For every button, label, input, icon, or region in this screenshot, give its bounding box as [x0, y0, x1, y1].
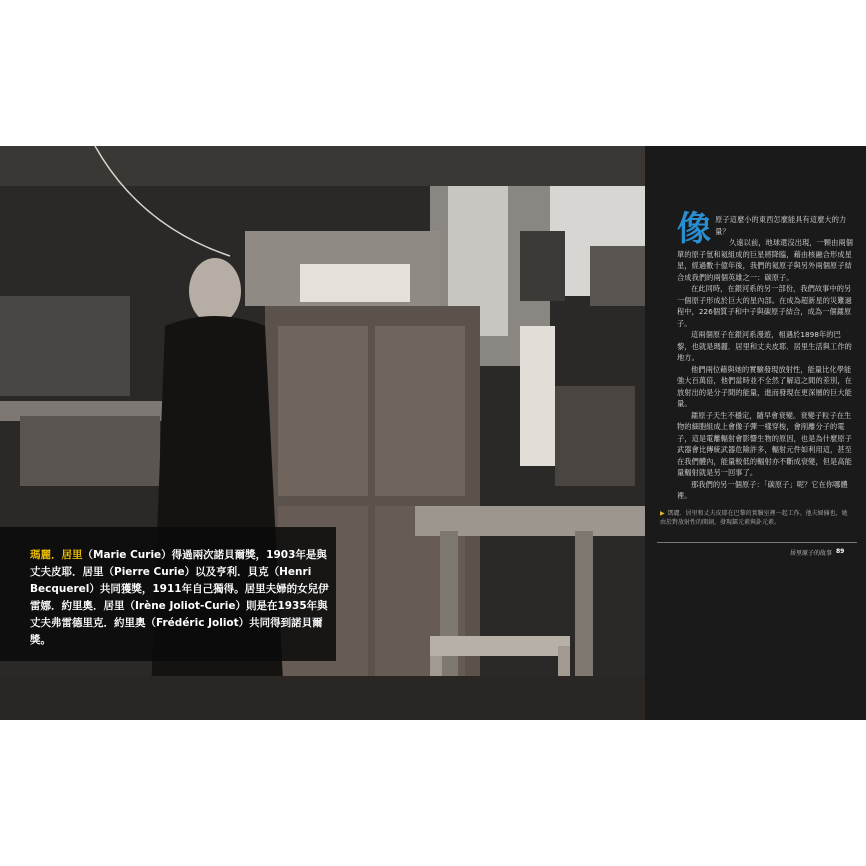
article-paragraph: 鐳原子天生不穩定，隨早會衰變。衰變子粒子在生物的細胞組成上會像子彈一樣穿梭，會削離分子的電子，這是電離輻射會影響生物的原因，也是為什麼原子武器會比傳統武器危險許多，輻射元件如利用這，甚至在我們體內，能量較低的輻射亦不斷成衰變，但是高能量輻射就是另一回事了。: [677, 410, 852, 477]
article-paragraph: 在此同時，在銀河系的另一部份，我們故事中的另一個原子形成於巨大的星內部。在成為超新星的災難過程中，226個質子和中子與碳原子結合，成為一個鐳原子。: [677, 284, 852, 328]
article-column: [645, 146, 866, 720]
article-paragraph: 這兩個原子在銀河系漫遊，相遇於1898年的巴黎，也就是瑪麗．居里和丈夫皮耶．居里生活與工作的地方。: [677, 330, 852, 362]
photo-caption: [660, 509, 850, 527]
article-body: [677, 209, 855, 502]
article-paragraph: 久遠以前，地球還沒出現，一顆由兩個單的原子氫和氦組成的巨星將降臨，藉由核融合形成星星，經過數十億年後，我們的氦原子與另外兩個原子結合成我們的兩個英雄之一：碳原子。: [677, 238, 853, 282]
dropcap: 像: [677, 209, 712, 249]
article-lead: 原子這麼小的東西怎麼能具有這麼大的力量？: [715, 215, 847, 236]
page-number: 89: [836, 548, 845, 555]
callout-body: （Marie Curie）得過兩次諾貝爾獎，1903年是與丈夫皮耶．居里（Pierre Curie）以及亨利．貝克（Henri Becquerel）共同獲獎，1911年自己獨得。居里夫婦的女兒伊雷娜．約里奧．居里（Irène Joliot-Curie）則是在1935年與丈夫弗雷德里克．約里奧（Frédéric Joliot）共同得到諾貝爾獎。: [30, 549, 329, 646]
running-footer: 居里原子的故事: [790, 550, 833, 557]
callout-text: [30, 547, 330, 649]
article-paragraph: 那我們的另一個原子：「碳原子」呢？它在你哪體裡。: [677, 479, 848, 500]
caption-marker-icon: ▶: [660, 510, 665, 517]
caption-text: 瑪麗．居里和丈夫皮耶在巴黎的實驗室裡一起工作。他夫婦倆也，她由於對放射性的開創，發現鐳元素與釙元素。: [660, 510, 848, 526]
callout-name: 瑪麗．居里: [30, 549, 83, 561]
article-paragraph: 他們兩位藉與她的實驗發現放射性，能量比化學能強大百萬倍，他們當時並不全然了解這之間的差別，在放射出的是分子間的能量，進而發現在更深層的巨大能量。: [677, 364, 852, 408]
footer-rule: [657, 542, 857, 543]
